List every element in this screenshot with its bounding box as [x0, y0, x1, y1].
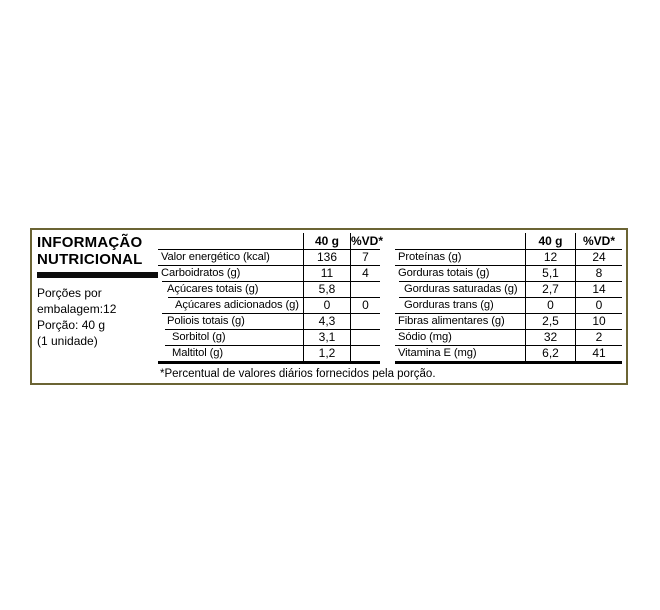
left-panel: [37, 234, 160, 349]
amount-value: 136: [303, 249, 350, 265]
servings-per-pack-line2: embalagem:12: [37, 302, 117, 316]
table-row: [395, 313, 622, 329]
amount-value: 1,2: [303, 345, 350, 361]
label-title: [37, 234, 160, 268]
nutrient-label: Gorduras totais (g): [395, 265, 525, 281]
nutrition-table-right: [395, 233, 622, 364]
table-header-row: [395, 233, 622, 249]
header-spacer: [395, 233, 525, 249]
amount-value: 5,1: [525, 265, 575, 281]
dv-value: 10: [575, 313, 622, 329]
dv-value: 0: [350, 297, 380, 313]
table-row: [158, 313, 380, 329]
table-row: [395, 281, 622, 297]
nutrient-label: Vitamina E (mg): [395, 345, 525, 361]
amount-value: 0: [303, 297, 350, 313]
dv-value: 0: [575, 297, 622, 313]
nutrient-label: Gorduras saturadas (g): [395, 281, 525, 297]
dv-value: 4: [350, 265, 380, 281]
dv-value: 14: [575, 281, 622, 297]
nutrition-label: [30, 228, 628, 385]
nutrient-label: Fibras alimentares (g): [395, 313, 525, 329]
table-row: [158, 249, 380, 265]
table-row: [395, 329, 622, 345]
amount-value: 11: [303, 265, 350, 281]
table-row: [395, 265, 622, 281]
dv-value: 8: [575, 265, 622, 281]
dv-value: [350, 313, 380, 329]
dv-value: 24: [575, 249, 622, 265]
amount-value: 6,2: [525, 345, 575, 361]
header-spacer: [158, 233, 303, 249]
amount-value: 12: [525, 249, 575, 265]
label-title-line2: NUTRICIONAL: [37, 251, 143, 268]
serving-unit: (1 unidade): [37, 334, 98, 348]
amount-value: 2,7: [525, 281, 575, 297]
dv-value: [350, 281, 380, 297]
nutrient-label: Gorduras trans (g): [395, 297, 525, 313]
servings-per-pack-line1: Porções por: [37, 286, 102, 300]
nutrient-label: Carboidratos (g): [158, 265, 303, 281]
label-title-line1: INFORMAÇÃO: [37, 234, 143, 251]
table-row: [395, 249, 622, 265]
footnote: *Percentual de valores diários fornecidos pela porção.: [160, 368, 436, 380]
column-header-amount: 40 g: [525, 233, 575, 249]
nutrition-table-left: [158, 233, 384, 364]
dv-value: 7: [350, 249, 380, 265]
table-row: [158, 345, 380, 361]
nutrient-label: Açúcares totais (g): [158, 281, 303, 297]
dv-value: 2: [575, 329, 622, 345]
table-row: [158, 329, 380, 345]
table-row: [158, 297, 380, 313]
amount-value: 3,1: [303, 329, 350, 345]
nutrient-label: Valor energético (kcal): [158, 249, 303, 265]
title-divider-bar: [37, 272, 158, 278]
column-header-dv: %VD*: [351, 234, 384, 248]
dv-value: [350, 345, 380, 361]
dv-value: 41: [575, 345, 622, 361]
table-header-row: [158, 233, 384, 249]
table-row: [158, 265, 380, 281]
table-row: [158, 281, 380, 297]
amount-value: 2,5: [525, 313, 575, 329]
amount-value: 32: [525, 329, 575, 345]
nutrient-label: Proteínas (g): [395, 249, 525, 265]
amount-value: 0: [525, 297, 575, 313]
dv-value: [350, 329, 380, 345]
nutrient-label: Poliois totais (g): [158, 313, 303, 329]
table-row: [395, 345, 622, 361]
serving-info: [37, 285, 160, 349]
amount-value: 5,8: [303, 281, 350, 297]
table-row: [395, 297, 622, 313]
nutrient-label: Sorbitol (g): [158, 329, 303, 345]
serving-size: Porção: 40 g: [37, 318, 106, 332]
column-header-dv: %VD*: [575, 233, 622, 249]
nutrient-label: Maltitol (g): [158, 345, 303, 361]
nutrient-label: Sódio (mg): [395, 329, 525, 345]
nutrient-label: Açúcares adicionados (g): [158, 297, 303, 313]
column-header-amount: 40 g: [303, 233, 350, 249]
amount-value: 4,3: [303, 313, 350, 329]
